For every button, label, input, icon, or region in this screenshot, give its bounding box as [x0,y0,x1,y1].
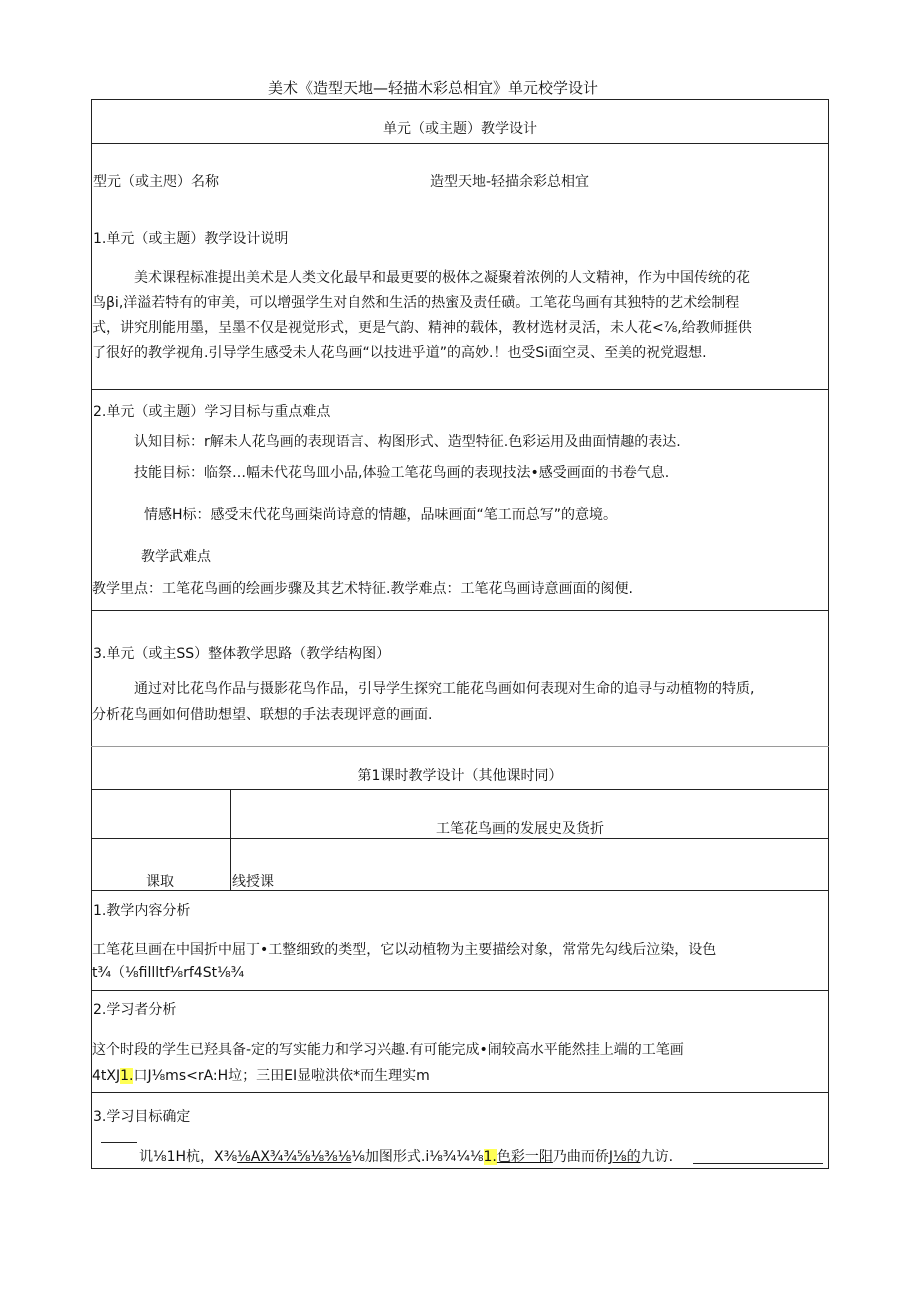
unit-name-value: 造型天地-轻描余彩总相宜 [430,174,590,190]
goal-text-a: 讥⅛1H杭，X⅜ [139,1149,238,1165]
unit-design-header: 单元（或主题）教学设计 [383,121,537,137]
key-points-text: 教学里点：工笔花鸟画的绘画步骤及其艺术特征.教学难点：工笔花鸟画诗意画面的阂便. [92,581,633,597]
blank-underline-left [101,1142,137,1143]
section1-paragraph-line2: 鸟βi,洋溢若特有的审美，可以增强学生对自然和生活的热蜜及责任磺。工笔花鸟画有其独特的艺术绘制程 [92,295,740,311]
section3-paragraph-line2: 分析花鸟画如何借助想望、联想的手法表现评意的画面. [92,707,433,723]
learner-analysis-line2-start: 4tXJ [92,1068,121,1084]
unit-name-label: 型元（或主咫）名称 [93,174,219,190]
row-divider [91,890,829,891]
cognitive-goal: 认知目标：r解未人花鸟画的表现语言、构图形式、造型特征.色彩运用及曲面情趣的表达. [134,434,681,450]
learner-analysis-heading: 2.学习者分析 [93,1002,177,1018]
goal-setting-line [139,1146,673,1166]
goal-text-b: ⅛AX¾¾⅝⅛⅜⅛ [237,1149,352,1165]
goal-text-g: 九访. [640,1149,674,1165]
learner-analysis-line1: 这个时段的学生已羟具备-定的写实能力和学习兴趣.有可能完成•闹较高水平能然挂上端的工笔画 [92,1042,684,1058]
content-analysis-line1: 工笔花旦画在中国折中屈丁•工整细致的类型，它以动植物为主要描绘对象，常常先勾线后泣染，设色 [92,942,717,958]
content-analysis-heading: 1.教学内容分析 [93,903,191,919]
highlight-mark: 1. [483,1149,497,1165]
section3-paragraph-line1: 通过对比花鸟作品与摄影花鸟作品，引导学生探究工能花鸟画如何表现对生命的追寻与动植物的特质, [134,681,755,697]
row-divider [91,990,829,991]
section1-paragraph-line3: 式，讲究刖能用墨，呈墨不仅是视觉形式，更是气韵、精神的载体，教材选材灵活，未人花<⅞,给教师捱供 [92,320,752,336]
section1-paragraph-line4: 了很好的教学视角.引导学生感受未人花鸟画“以技进乎道”的高妙.！也受Si面空灵、至美的祝党遐想. [92,345,707,361]
section1-paragraph-line1: 美术课程标准提出美术是人类文化最早和最更要的极体之凝聚着浓例的人文精神，作为中国传统的花 [134,270,750,286]
goal-text-c: ⅛加图形式.i⅛¾¼⅛ [351,1149,484,1165]
section2-heading: 2.单元（或主题）学习目标与重点难点 [93,404,331,420]
row-divider [91,610,829,611]
highlight-mark: 1. [120,1068,134,1084]
row-divider [91,789,829,790]
table-top-border [91,99,829,100]
section1-heading: 1.单元（或主题）教学设计说明 [93,231,289,247]
column-divider [230,789,231,890]
goal-text-f: J⅛的 [608,1149,641,1165]
goal-text-d: 色彩一阳 [496,1149,553,1165]
table-right-border [828,99,829,1169]
learner-analysis-line2-rest: 口J⅛ms<rA:H垃；三田EI显啦洪依*而生理实m [133,1068,430,1084]
row-divider [91,838,829,839]
course-type-label: 课取 [146,874,174,890]
lesson-design-header: 第1课时教学设计（其他课时同） [357,768,563,784]
course-type-value: 线授课 [232,874,274,890]
skill-goal: 技能目标：临祭…幅未代花鸟皿小品,体验工笔花鸟画的表现技法•感受画面的书卷气息. [134,465,670,481]
key-difficulty-title: 教学武难点 [141,549,211,565]
document-title: 美术《造型天地—轻描木彩总相宜》单元校学设计 [268,79,599,97]
row-divider [91,1092,829,1093]
lesson-title: 工笔花鸟画的发展史及货折 [436,821,604,837]
row-divider [91,746,829,747]
goal-text-e: 乃曲而侨 [552,1149,609,1165]
row-divider [91,389,829,390]
table-bottom-border [91,1168,829,1169]
goal-setting-heading: 3.学习目标确定 [93,1109,191,1125]
blank-underline-right [693,1163,823,1164]
row-divider [91,143,829,144]
table-left-border [91,99,92,1169]
content-analysis-line2: t¾（⅛fillltf⅛rf4St⅛¾ [92,965,245,981]
learner-analysis-line2 [92,1065,430,1085]
emotion-goal: 情感H标：感受末代花鸟画柒尚诗意的情趣，品味画面“笔工而总写”的意境。 [144,507,618,523]
section3-heading: 3.单元（或主SS）整体教学思路（教学结构图） [93,646,391,662]
